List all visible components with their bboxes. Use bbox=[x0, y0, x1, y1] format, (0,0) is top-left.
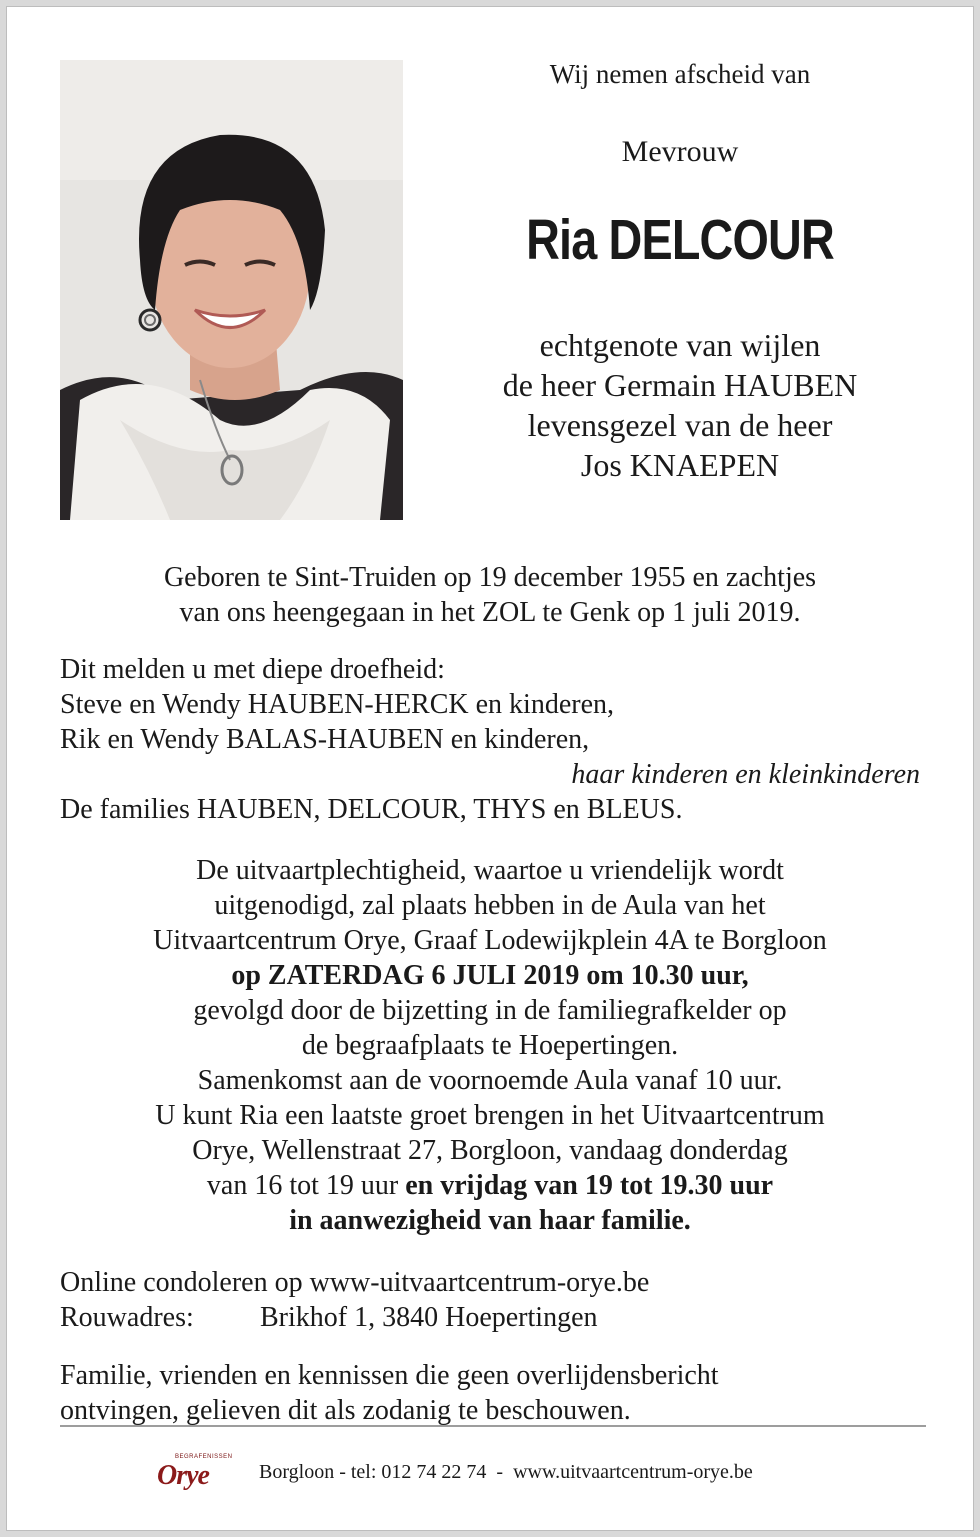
ceremony-line: gevolgd door de bijzetting in de familiegrafkelder op bbox=[193, 995, 787, 1026]
salutation: Mevrouw bbox=[621, 135, 739, 168]
family-presence-line: in aanwezigheid van haar familie. bbox=[289, 1205, 691, 1236]
closing-line: ontvingen, gelieven dit als zodanig te beschouwen. bbox=[60, 1395, 631, 1426]
mourning-address bbox=[60, 1300, 920, 1335]
ceremony-line: Orye, Wellenstraat 27, Borgloon, vandaag donderdag bbox=[192, 1135, 788, 1166]
mourners-intro: Dit melden u met diepe droefheid: bbox=[60, 654, 445, 685]
footer bbox=[157, 1452, 753, 1492]
ceremony-line: uitgenodigd, zal plaats hebben in de Aula van het bbox=[214, 890, 766, 921]
grandchildren-line: haar kinderen en kleinkinderen bbox=[571, 759, 920, 790]
portrait-image bbox=[60, 60, 403, 520]
ceremony-line: De uitvaartplechtigheid, waartoe u vriendelijk wordt bbox=[196, 855, 784, 886]
portrait-photo bbox=[60, 60, 403, 520]
address-label: Rouwadres: bbox=[60, 1302, 194, 1333]
footer-website[interactable]: www.uitvaartcentrum-orye.be bbox=[513, 1460, 753, 1483]
orye-logo bbox=[157, 1454, 237, 1490]
death-line: van ons heengegaan in het ZOL te Genk op 1 juli 2019. bbox=[179, 597, 801, 628]
relation-line: de heer Germain HAUBEN bbox=[502, 367, 858, 403]
ceremony-line: U kunt Ria een laatste groet brengen in het Uitvaartcentrum bbox=[155, 1100, 825, 1131]
relation-line: levensgezel van de heer bbox=[527, 407, 833, 443]
ceremony-line: Samenkomst aan de voornoemde Aula vanaf 10 uur. bbox=[197, 1065, 783, 1096]
mourner-line: Rik en Wendy BALAS-HAUBEN en kinderen, bbox=[60, 724, 590, 755]
relations-block bbox=[415, 325, 945, 485]
relation-line: Jos KNAEPEN bbox=[580, 447, 780, 483]
ceremony-line: Uitvaartcentrum Orye, Graaf Lodewijkplein 4A te Borgloon bbox=[153, 925, 827, 956]
families-line: De families HAUBEN, DELCOUR, THYS en BLEUS. bbox=[60, 794, 683, 825]
visiting-hours-plain: van 16 tot 19 uur bbox=[206, 1170, 399, 1201]
ceremony-date: op ZATERDAG 6 JULI 2019 om 10.30 uur, bbox=[231, 960, 749, 991]
logo-wordmark: Orye bbox=[157, 1460, 209, 1491]
footer-location: Borgloon - tel: 012 74 22 74 bbox=[259, 1460, 487, 1483]
birth-line: Geboren te Sint-Truiden op 19 december 1955 en zachtjes bbox=[163, 562, 817, 593]
deceased-name: Ria DELCOUR bbox=[526, 208, 834, 272]
obituary-card bbox=[6, 6, 974, 1531]
birth-death-paragraph bbox=[47, 560, 933, 630]
visiting-hours-line bbox=[47, 1168, 933, 1203]
address-value: Brikhof 1, 3840 Hoepertingen bbox=[260, 1302, 598, 1333]
closing-notice bbox=[60, 1358, 940, 1428]
ceremony-block bbox=[47, 853, 933, 1238]
footer-divider bbox=[60, 1425, 926, 1427]
relation-line: echtgenote van wijlen bbox=[539, 327, 821, 363]
footer-separator: - bbox=[496, 1460, 504, 1483]
mourner-line: Steve en Wendy HAUBEN-HERCK en kinderen, bbox=[60, 689, 615, 720]
contact-block bbox=[60, 1265, 920, 1335]
logo-subtitle: BEGRAFENISSEN bbox=[175, 1454, 233, 1460]
closing-line: Familie, vrienden en kennissen die geen overlijdensbericht bbox=[60, 1360, 719, 1391]
mourners-block bbox=[60, 652, 920, 827]
intro-text: Wij nemen afscheid van bbox=[549, 59, 811, 89]
visiting-hours-bold: en vrijdag van 19 tot 19.30 uur bbox=[405, 1170, 774, 1201]
online-condolence: Online condoleren op www-uitvaartcentrum-orye.be bbox=[60, 1267, 650, 1298]
ceremony-line: de begraafplaats te Hoepertingen. bbox=[301, 1030, 679, 1061]
